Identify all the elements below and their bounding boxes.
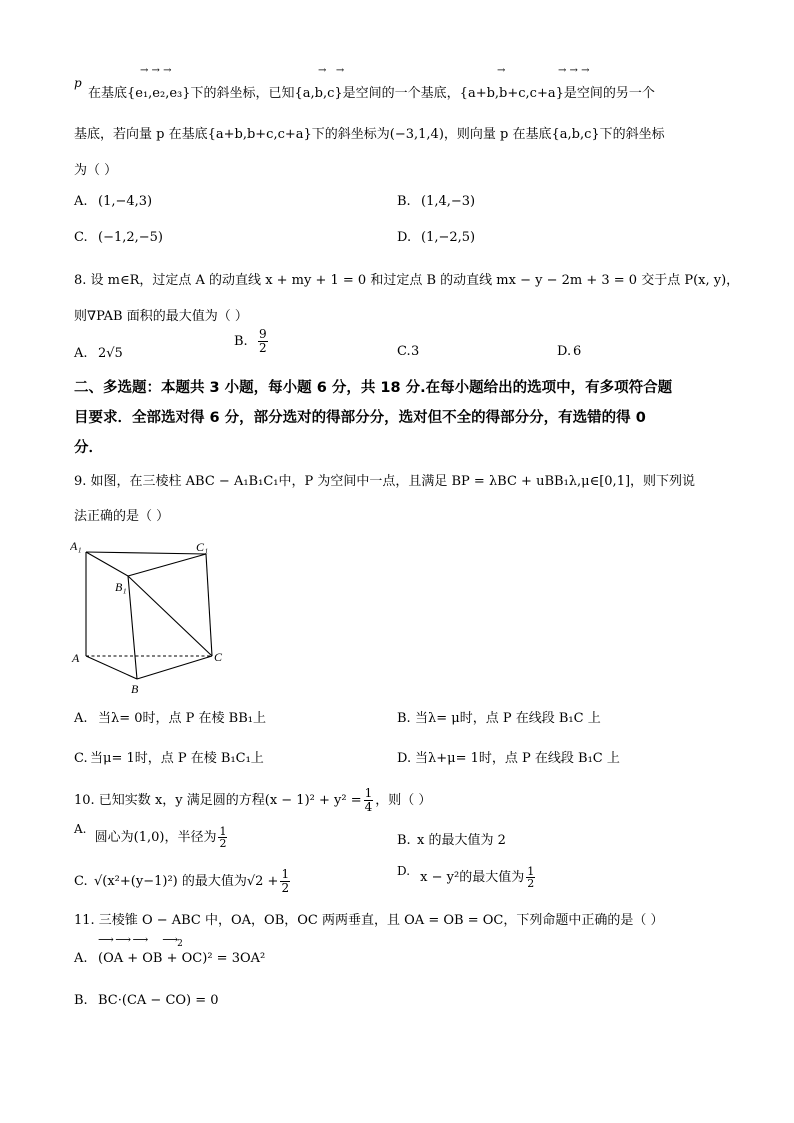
vertex-label-a: A [72, 651, 80, 665]
q10-option-a: A. 圆心为(1,0)，半径为 $\frac{1}{2}$ [74, 822, 227, 850]
vertex-label-a1: A₁ [70, 539, 82, 553]
vertex-label-b: B [131, 682, 139, 696]
q8-option-a: A. 2√5 [74, 346, 123, 361]
vertex-label-c: C [214, 650, 223, 664]
q9-option-c: C. 当μ= 1时，点 P 在棱 B₁C₁上 [74, 751, 264, 766]
q8-option-d: D. 6 [557, 344, 582, 359]
q9-line-2: 法正确的是（ ） [74, 509, 170, 524]
q11-option-a: A. (OA + OB + OC)² = 3OA² [74, 951, 266, 966]
q11-line-1: 11. 三棱锥 O − ABC 中，OA，OB，OC 两两垂直，且 OA = OB = OC，下列命题中正确的是（ ） [74, 913, 664, 928]
vector-arrows: ⟶ ⟶ ⟶ $⟶_2$ [98, 933, 182, 950]
q7-option-d: D. (1,−2,5) [397, 230, 476, 245]
q9-line-1: 9. 如图，在三棱柱 ABC − A₁B₁C₁中，P 为空间中一点，且满足 BP = λBC + uBB₁λ,μ∈[0,1]，则下列说 [74, 474, 696, 489]
q10-option-b: B. x 的最大值为 2 [397, 833, 506, 848]
q9-option-b: B. 当λ= μ时，点 P 在线段 B₁C 上 [397, 711, 601, 726]
q10-option-d: D. x − y²的最大值为 $\frac{1}{2}$ [397, 864, 535, 890]
vector-arrows: → → [318, 65, 345, 76]
vertex-label-c1: C₁ [196, 540, 209, 554]
q8-option-c: C.3 [397, 344, 420, 359]
q9-option-d: D. 当λ+μ= 1时，点 P 在线段 B₁C 上 [397, 751, 620, 766]
q7-option-b: B. (1,4,−3) [397, 194, 476, 209]
q7-option-a: A. (1,−4,3) [74, 194, 153, 209]
q7-line-3: 为（ ） [74, 163, 118, 178]
q8-option-b: B. $\frac{9}{2}$ [234, 327, 267, 355]
vertex-label-b1: B₁ [115, 580, 127, 594]
q7-line-1: 在基底{e₁,e₂,e₃}下的斜坐标，已知{a,b,c}是空间的一个基底，{a+b,b+c,c+a}是空间的另一个 [88, 86, 655, 101]
prism-figure [70, 536, 230, 696]
q11-option-b: B. BC·(CA − CO) = 0 [74, 993, 219, 1008]
vector-arrows: → → → [140, 65, 172, 76]
q10-line-1: 10. 已知实数 x，y 满足圆的方程(x − 1)² + y² = $\frac{1}{4}$ ，则（ ） [74, 786, 432, 814]
section-heading-line-1: 二、多选题：本题共 3 小题，每小题 6 分，共 18 分.在每小题给出的选项中，有多项符合题 [74, 380, 673, 396]
vector-arrows: → → → [558, 65, 590, 76]
q8-line-1: 8. 设 m∈R，过定点 A 的动直线 x + my + 1 = 0 和过定点 B 的动直线 mx − y − 2m + 3 = 0 交于点 P(x, y)， [74, 273, 740, 288]
q9-option-a: A. 当λ= 0时，点 P 在棱 BB₁上 [74, 711, 266, 726]
q7-line-2: 基底，若向量 p 在基底{a+b,b+c,c+a}下的斜坐标为(−3,1,4)，则向量 p 在基底{a,b,c}下的斜坐标 [74, 127, 665, 142]
section-heading-line-3: 分． [74, 440, 103, 456]
q7-option-c: C. (−1,2,−5) [74, 230, 164, 245]
section-heading-line-2: 目要求．全部选对得 6 分，部分选对的得部分分，选对但不全的得部分分，有选错的得 0 [74, 410, 646, 426]
q8-line-2: 则∇PAB 面积的最大值为（ ） [74, 309, 248, 324]
q10-option-c: C. √(x²+(y−1)²) 的最大值为√2 + $\frac{1}{2}$ [74, 867, 290, 895]
vector-arrows: → [497, 65, 506, 76]
q7-lead-variable: p [74, 76, 82, 90]
